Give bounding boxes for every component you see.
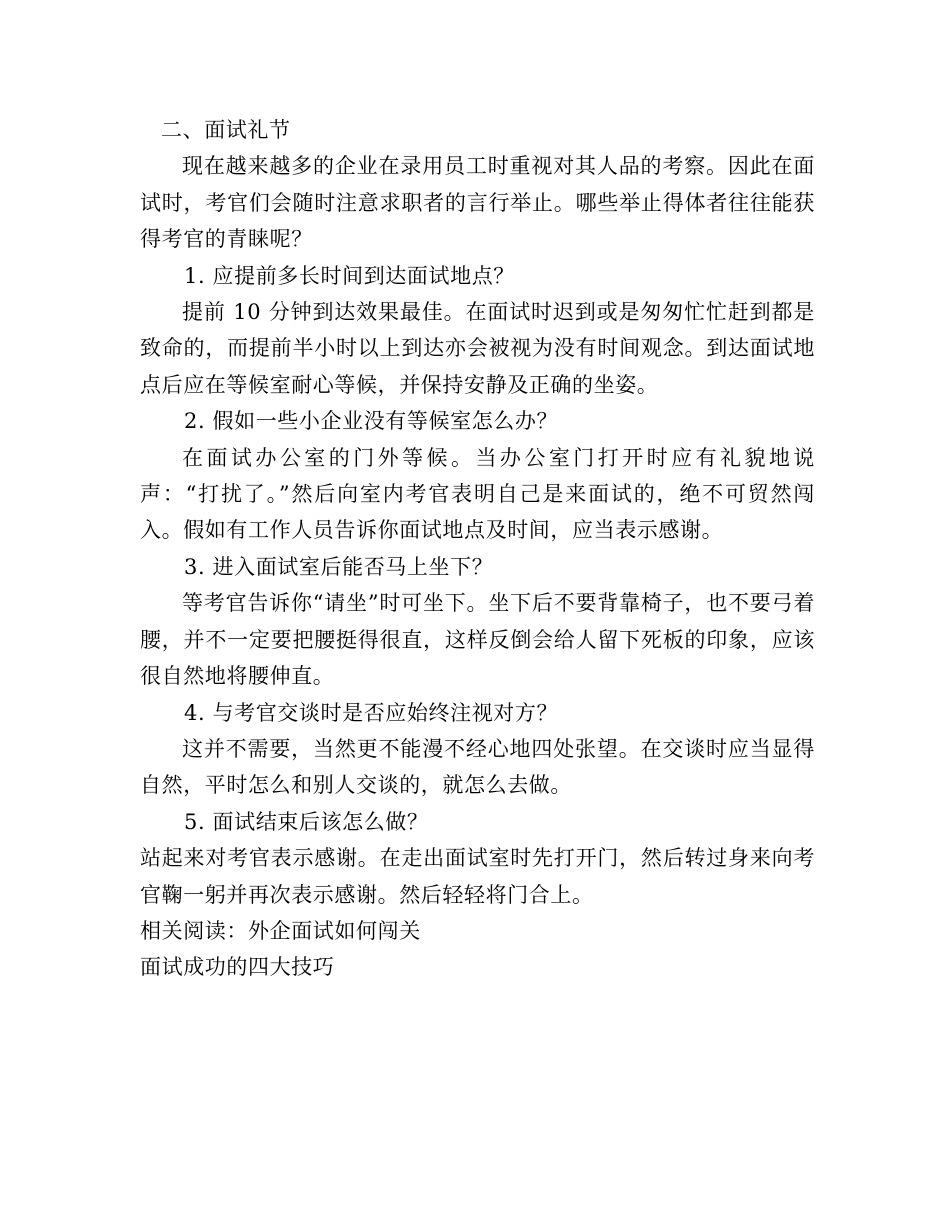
question-4: 4. 与考官交谈时是否应始终注视对方？ (184, 700, 559, 725)
answer-5: 站起来对考官表示感谢。在走出面试室时先打开门，然后转过身来向考官鞠一躬并再次表示感谢。然后轻轻将门合上。 (140, 846, 815, 907)
intro-paragraph: 现在越来越多的企业在录用员工时重视对其人品的考察。因此在面试时，考官们会随时注意求职者的言行举止。哪些举止得体者往往能获得考官的青睐呢？ (140, 154, 815, 252)
related-reading[interactable]: 相关阅读：外企面试如何闯关 (140, 918, 421, 943)
section-title: 二、面试礼节 (161, 118, 291, 142)
answer-4: 这并不需要，当然更不能漫不经心地四处张望。在交谈时应当显得自然，平时怎么和别人交谈的，就怎么去做。 (140, 736, 815, 798)
question-2: 2. 假如一些小企业没有等候室怎么办？ (184, 409, 559, 434)
related-link[interactable]: 面试成功的四大技巧 (140, 955, 335, 980)
document-body (140, 112, 815, 986)
answer-3: 等考官告诉你“请坐”时可坐下。坐下后不要背靠椅子，也不要弓着腰，并不一定要把腰挺得很直，这样反倒会给人留下死板的印象，应该很自然地将腰伸直。 (140, 591, 815, 689)
question-5: 5. 面试结束后该怎么做？ (184, 809, 429, 834)
question-1: 1. 应提前多长时间到达面试地点？ (184, 263, 515, 288)
answer-1: 提前 10 分钟到达效果最佳。在面试时迟到或是匆匆忙忙赶到都是致命的，而提前半小时以上到达亦会被视为没有时间观念。到达面试地点后应在等候室耐心等候，并保持安静及正确的坐姿。 (140, 300, 815, 397)
question-3: 3. 进入面试室后能否马上坐下？ (184, 554, 494, 579)
answer-2: 在面试办公室的门外等候。当办公室门打开时应有礼貌地说声：“打扰了。”然后向室内考官表明自己是来面试的，绝不可贸然闯入。假如有工作人员告诉你面试地点及时间，应当表示感谢。 (140, 445, 815, 543)
